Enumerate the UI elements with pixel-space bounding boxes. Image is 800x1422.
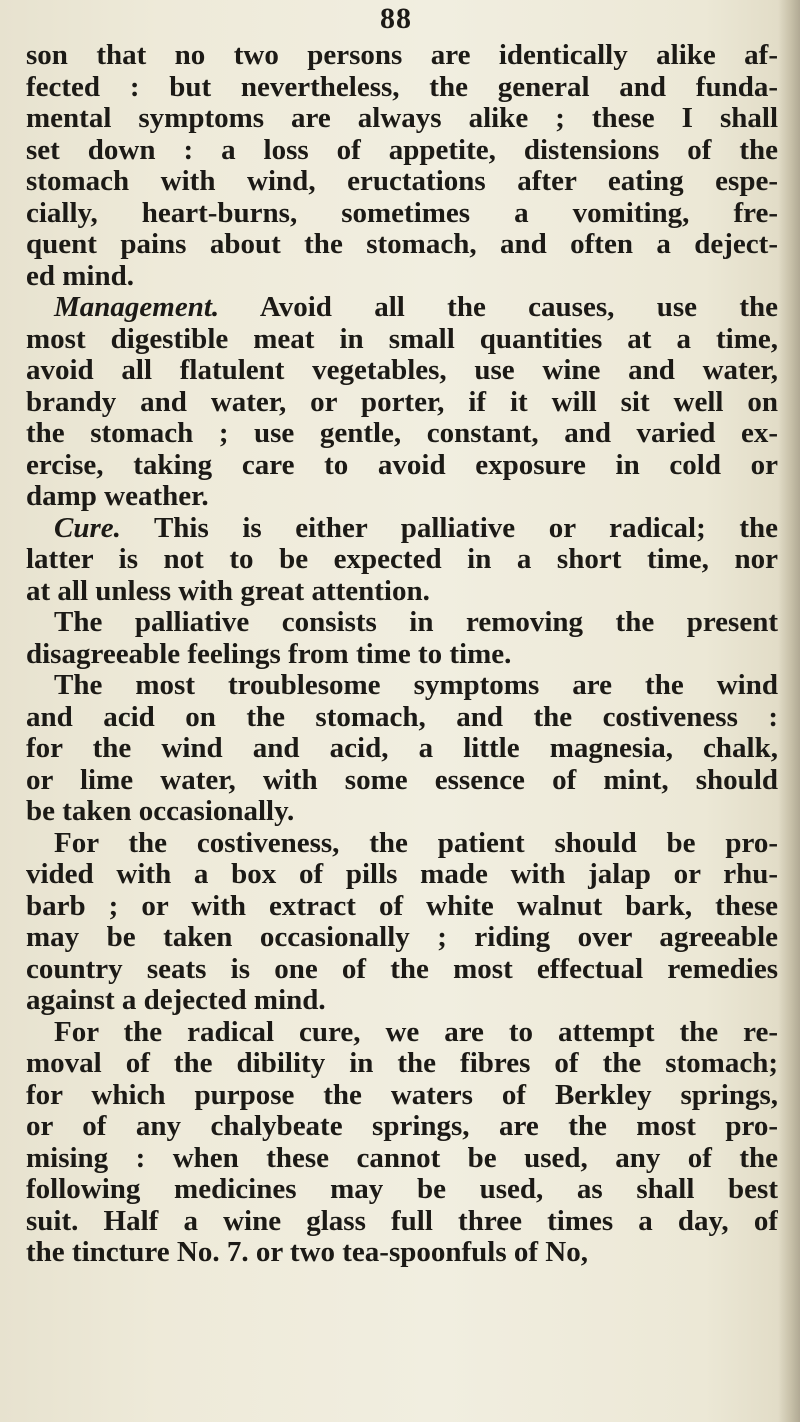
- line-text: Avoid all the causes, use the: [219, 292, 778, 323]
- text-line: [26, 261, 778, 293]
- text-line: [26, 922, 778, 954]
- line-text: set down : a loss of appetite, distensions of the: [26, 134, 778, 166]
- text-line: [26, 450, 778, 482]
- section-heading: Cure.: [54, 512, 121, 544]
- text-line: [26, 387, 778, 419]
- text-line: [26, 607, 778, 639]
- text-line: [26, 292, 778, 324]
- line-text: at all unless with great attention.: [26, 575, 430, 607]
- text-line: [26, 954, 778, 986]
- line-text: son that no two persons are identically alike af-: [26, 40, 778, 71]
- page-edge-shadow: [778, 0, 800, 1422]
- text-line: [26, 513, 778, 545]
- page-number: 88: [380, 2, 412, 35]
- text-line: [26, 891, 778, 923]
- line-text: following medicines may be used, as shall best: [26, 1174, 778, 1205]
- text-line: [26, 40, 778, 72]
- text-line: [26, 324, 778, 356]
- line-text: The most troublesome symptoms are the wind: [54, 670, 778, 701]
- text-line: [26, 198, 778, 230]
- line-text: mising : when these cannot be used, any of the: [26, 1142, 778, 1174]
- line-text: for the wind and acid, a little magnesia, chalk,: [26, 733, 778, 764]
- line-text: barb ; or with extract of white walnut bark, these: [26, 890, 778, 922]
- text-line: [26, 1111, 778, 1143]
- text-line: [26, 765, 778, 797]
- line-text: may be taken occasionally ; riding over agreeable: [26, 922, 778, 953]
- line-text: The palliative consists in removing the present: [54, 607, 778, 638]
- line-text: For the radical cure, we are to attempt the re-: [54, 1016, 778, 1048]
- line-text: most digestible meat in small quantities at a time,: [26, 323, 778, 355]
- text-line: [26, 72, 778, 104]
- text-line: [26, 1017, 778, 1049]
- text-line: [26, 828, 778, 860]
- line-text: For the costiveness, the patient should be pro-: [54, 827, 778, 859]
- line-text: be taken occasionally.: [26, 796, 295, 827]
- line-text: and acid on the stomach, and the costiveness :: [26, 701, 778, 733]
- body-text: [26, 40, 778, 1269]
- line-text: latter is not to be expected in a short time, nor: [26, 544, 778, 575]
- text-line: [26, 1174, 778, 1206]
- line-text: the tincture No. 7. or two tea-spoonfuls of No,: [26, 1237, 588, 1268]
- line-text: country seats is one of the most effectual remedies: [26, 953, 778, 985]
- text-line: [26, 702, 778, 734]
- line-text: vided with a box of pills made with jalap or rhu-: [26, 859, 778, 890]
- line-text: stomach with wind, eructations after eating espe-: [26, 166, 778, 197]
- line-text: mental symptoms are always alike ; these I shall: [26, 103, 778, 134]
- line-text: or lime water, with some essence of mint, should: [26, 764, 778, 796]
- line-text: suit. Half a wine glass full three times a day, of: [26, 1205, 778, 1237]
- text-line: [26, 859, 778, 891]
- text-line: [26, 544, 778, 576]
- text-line: [26, 1080, 778, 1112]
- text-line: [26, 796, 778, 828]
- section-heading: Management.: [54, 292, 220, 323]
- line-text: ed mind.: [26, 260, 134, 292]
- text-line: [26, 985, 778, 1017]
- text-line: [26, 355, 778, 387]
- line-text: cially, heart-burns, sometimes a vomiting, fre-: [26, 197, 778, 229]
- line-text: avoid all flatulent vegetables, use wine and water,: [26, 355, 778, 386]
- text-line: [26, 166, 778, 198]
- line-text: ercise, taking care to avoid exposure in cold or: [26, 449, 778, 481]
- text-line: [26, 1048, 778, 1080]
- line-text: quent pains about the stomach, and often a deject-: [26, 229, 778, 260]
- line-text: or of any chalybeate springs, are the most pro-: [26, 1111, 778, 1142]
- text-line: [26, 418, 778, 450]
- line-text: This is either palliative or radical; the: [120, 512, 778, 544]
- text-line: [26, 670, 778, 702]
- line-text: fected : but nevertheless, the general and funda-: [26, 71, 778, 103]
- text-line: [26, 103, 778, 135]
- text-line: [26, 1143, 778, 1175]
- text-line: [26, 135, 778, 167]
- text-line: [26, 639, 778, 671]
- text-line: [26, 576, 778, 608]
- text-line: [26, 733, 778, 765]
- line-text: damp weather.: [26, 481, 209, 512]
- line-text: disagreeable feelings from time to time.: [26, 638, 512, 670]
- text-line: [26, 229, 778, 261]
- text-line: [26, 481, 778, 513]
- text-line: [26, 1237, 778, 1269]
- text-line: [26, 1206, 778, 1238]
- line-text: the stomach ; use gentle, constant, and varied ex-: [26, 418, 778, 449]
- line-text: against a dejected mind.: [26, 985, 326, 1016]
- line-text: for which purpose the waters of Berkley springs,: [26, 1079, 778, 1111]
- line-text: moval of the dibility in the fibres of the stomach;: [26, 1048, 778, 1079]
- line-text: brandy and water, or porter, if it will sit well on: [26, 386, 778, 418]
